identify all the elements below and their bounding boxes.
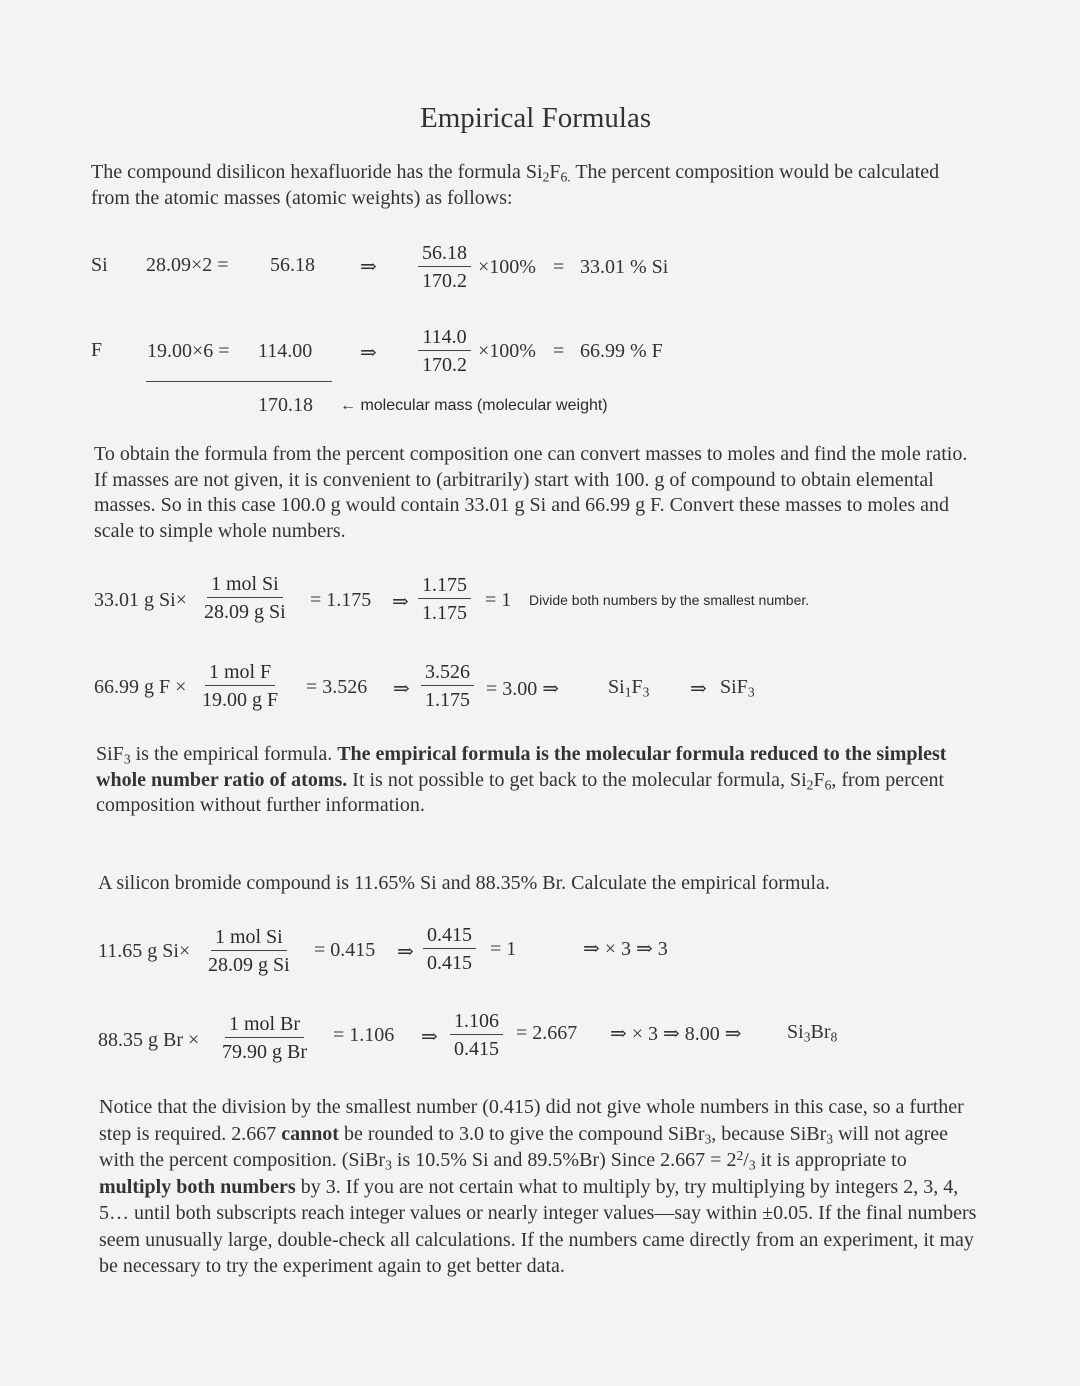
si-percent-fraction: [418, 241, 471, 293]
f-percent-result: 66.99 % F: [580, 340, 663, 362]
fraction-denominator: 1.175: [422, 602, 467, 624]
molecular-mass-total: 170.18: [258, 394, 313, 416]
si-moles: = 1.175: [310, 589, 372, 611]
fraction-numerator: 1 mol Si: [207, 572, 283, 598]
si-ratio-fraction: [418, 573, 471, 625]
si-ratio-fraction-2: [423, 923, 476, 975]
fraction-numerator: 56.18: [418, 241, 471, 267]
f-ratio-fraction: [421, 660, 474, 712]
br-multiply: ⇒ × 3 ⇒ 8.00 ⇒: [610, 1023, 742, 1045]
fraction-numerator: 3.526: [421, 660, 474, 686]
notice-paragraph: Notice that the division by the smallest number (0.415) did not give whole numbers in this case, so a further step is required. 2.667 cannot be rounded to 3.0 to give the compound SiBr$_3$, because SiBr$_3$ will not agree with the percent composition. (SiBr$_3$ is 10.5% Si and 89.5%Br) Since $2.667 = 2^2/_3$ it is appropriate to multiply both numbers by 3. If you are not certain what to multiply by, try multiplying by integers 2, 3, 4, 5… until both subscripts reach integer values or nearly integer values—say within ±0.05. If the final numbers seem unusually large, double-check all calculations. If the numbers came directly from an experiment, it may be necessary to try the experiment again to get better data.: [99, 1096, 977, 1277]
formula-sif3: SiF$_3$: [720, 676, 755, 700]
problem-statement: A silicon bromide compound is 11.65% Si and 88.35% Br. Calculate the empirical formula.: [98, 872, 830, 894]
divide-note: Divide both numbers by the smallest number.: [529, 592, 810, 608]
fraction-denominator: 79.90 g Br: [222, 1041, 307, 1063]
si-mass: 56.18: [270, 254, 315, 276]
times-100: ×100%: [478, 256, 536, 278]
molecular-mass-note: ← molecular mass (molecular weight): [340, 397, 608, 414]
f-mole-conversion: [198, 660, 282, 712]
f-mass-given: 66.99 g F ×: [94, 676, 187, 698]
page-title: Empirical Formulas: [420, 102, 652, 134]
br-ratio-fraction: [450, 1009, 503, 1061]
formula-si1f3: $Si_1F_3$: [608, 676, 650, 700]
fraction-numerator: 0.415: [423, 923, 476, 949]
si-mole-conversion: [200, 572, 290, 624]
formula-si3br8: $Si_3Br_8$: [787, 1021, 838, 1045]
equals-sign: =: [553, 256, 565, 278]
f-mass-calc: 19.00×6 =: [147, 340, 230, 362]
arrow-icon: ⇒: [397, 941, 414, 963]
fraction-denominator: 1.175: [425, 689, 470, 711]
si-ratio-result-2: = 1: [490, 938, 517, 960]
fraction-numerator: 1.106: [450, 1009, 503, 1035]
si-mass-given: 33.01 g Si×: [94, 589, 187, 611]
fraction-denominator: 0.415: [427, 952, 472, 974]
fraction-numerator: 114.0: [418, 325, 470, 351]
si-multiply: ⇒ × 3 ⇒ 3: [583, 938, 668, 960]
f-ratio-result: = 3.00 ⇒: [486, 678, 560, 700]
arrow-icon: ⇒: [421, 1026, 438, 1048]
arrow-icon: ⇒: [393, 678, 410, 700]
si-mole-conversion-2: [204, 925, 294, 977]
fraction-numerator: 1 mol Br: [225, 1012, 304, 1038]
f-moles: = 3.526: [306, 676, 368, 698]
si-element-label: Si: [91, 254, 108, 276]
f-element-label: F: [91, 339, 103, 361]
sum-underline: [146, 381, 332, 382]
br-moles: = 1.106: [333, 1024, 395, 1046]
fraction-denominator: 0.415: [454, 1038, 499, 1060]
br-mole-conversion: [218, 1012, 311, 1064]
si-mass-calc: 28.09×2 =: [146, 254, 229, 276]
equals-sign: =: [553, 340, 565, 362]
arrow-icon: ⇒: [690, 678, 707, 700]
fraction-denominator: 28.09 g Si: [204, 601, 286, 623]
fraction-denominator: 28.09 g Si: [208, 954, 290, 976]
fraction-denominator: 19.00 g F: [202, 689, 279, 711]
fraction-numerator: 1.175: [418, 573, 471, 599]
arrow-icon: ⇒: [360, 256, 377, 278]
si-ratio-result: = 1: [485, 589, 512, 611]
arrow-icon: ⇒: [360, 342, 377, 364]
f-mass: 114.00: [258, 340, 313, 362]
method-paragraph: To obtain the formula from the percent composition one can convert masses to moles and find the mole ratio. If masses are not given, it is convenient to (arbitrarily) start with 100. g of compound to obtain elemental masses. So in this case 100.0 g would contain 33.01 g Si and 66.99 g F. Convert these masses to moles and scale to simple whole numbers.: [94, 443, 968, 542]
times-100: ×100%: [478, 340, 536, 362]
empirical-definition-paragraph: SiF$_3$ is the empirical formula. The empirical formula is the molecular formula reduced to the simplest whole number ratio of atoms. It is not possible to get back to the molecular formula, $Si_2F_6$, from percent composition without further information.: [96, 743, 947, 816]
br-ratio-result: = 2.667: [516, 1022, 578, 1044]
br-mass-given: 88.35 g Br ×: [98, 1029, 200, 1051]
si-mass-given-2: 11.65 g Si×: [98, 940, 191, 962]
si-percent-result: 33.01 % Si: [580, 256, 669, 278]
arrow-icon: ⇒: [392, 591, 409, 613]
f-percent-fraction: [418, 325, 471, 377]
fraction-numerator: 1 mol F: [205, 660, 275, 686]
intro-paragraph: The compound disilicon hexafluoride has the formula $Si_2F_{6.}$ The percent composition would be calculated from the atomic masses (atomic weights) as follows:: [91, 161, 940, 209]
fraction-numerator: 1 mol Si: [211, 925, 287, 951]
si-moles-2: = 0.415: [314, 939, 376, 961]
fraction-denominator: 170.2: [422, 270, 467, 292]
fraction-denominator: 170.2: [422, 354, 467, 376]
